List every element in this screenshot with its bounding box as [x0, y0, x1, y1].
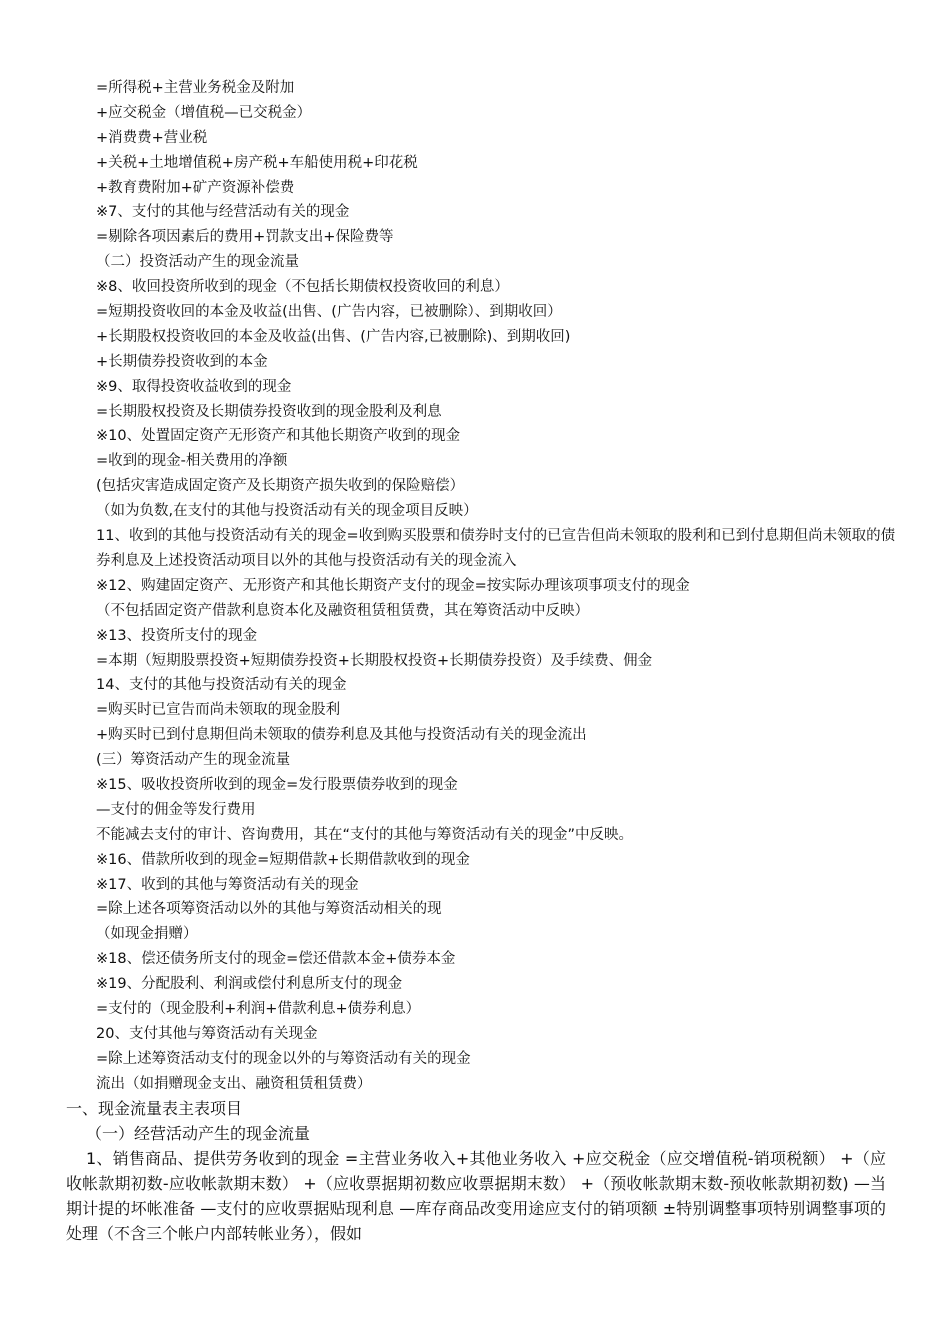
text-line: ※16、借款所收到的现金=短期借款+长期借款收到的现金: [96, 851, 470, 868]
section-heading: (三）筹资活动产生的现金流量: [96, 752, 291, 769]
text-line: (包括灾害造成固定资产及长期资产损失收到的保险赔偿）: [96, 478, 465, 495]
text-line: =购买时已宣告而尚未领取的现金股利: [96, 702, 341, 719]
text-line: 流出（如捐赠现金支出、融资租赁租赁费）: [96, 1075, 372, 1092]
text-line: ※7、支付的其他与经营活动有关的现金: [96, 204, 350, 221]
text-line: （如现金捐赠）: [96, 926, 198, 943]
body-paragraph: 1、销售商品、提供劳务收到的现金 =主营业务收入+其他业务收入 +应交税金（应交增值税-销项税额） +（应收帐款期初数-应收帐款期末数） +（应收票据期初数应收票据期末数） +（预收帐款期末数-预收帐款期初数) —当期计提的坏帐准备 —支付的应收票据贴现利息 —库存商品改变用途应支付的销项额 ±特别调整事项特别调整事项的处理（不含三个帐户内部转帐业务），假如: [66, 1149, 886, 1243]
text-line: =短期投资收回的本金及收益(出售、(广告内容，已被删除）、到期收回）: [96, 304, 562, 321]
text-line: （如为负数,在支付的其他与投资活动有关的现金项目反映）: [96, 503, 478, 520]
text-line: 11、收到的其他与投资活动有关的现金=收到购买股票和债券时支付的已宣告但尚未领取的股利和已到付息期但尚未领取的债券利息及上述投资活动项目以外的其他与投资活动有关的现金流入: [96, 528, 896, 569]
chapter-heading: 一、现金流量表主表项目: [66, 1099, 243, 1118]
text-line: =支付的（现金股利+利润+借款利息+债券利息）: [96, 1000, 421, 1017]
text-line: ※18、偿还债务所支付的现金=偿还借款本金+债券本金: [96, 951, 456, 968]
text-line: =所得税+主营业务税金及附加: [96, 80, 295, 96]
text-line: +购买时已到付息期但尚未领取的债券利息及其他与投资活动有关的现金流出: [96, 727, 587, 744]
text-line: ※9、取得投资收益收到的现金: [96, 378, 292, 395]
text-line: +长期股权投资收回的本金及收益(出售、(广告内容,已被删除)、到期收回): [96, 328, 571, 345]
text-line: —支付的佣金等发行费用: [96, 801, 256, 818]
section-heading: （二）投资活动产生的现金流量: [96, 254, 299, 271]
text-line: =本期（短期股票投资+短期债券投资+长期股权投资+长期债券投资）及手续费、佣金: [96, 652, 653, 669]
text-line: ※12、购建固定资产、无形资产和其他长期资产支付的现金=按实际办理该项事项支付的现金: [96, 577, 690, 594]
text-line: ※19、分配股利、利润或偿付利息所支付的现金: [96, 976, 403, 993]
text-line: ※8、收回投资所收到的现金（不包括长期债权投资收回的利息）: [96, 279, 509, 296]
text-line: ※10、处置固定资产无形资产和其他长期资产收到的现金: [96, 428, 461, 445]
text-line: ※13、投资所支付的现金: [96, 627, 258, 644]
text-line: +教育费附加+矿产资源补偿费: [96, 179, 295, 196]
text-line: ※15、吸收投资所收到的现金=发行股票债券收到的现金: [96, 776, 458, 793]
text-line: =长期股权投资及长期债券投资收到的现金股利及利息: [96, 403, 442, 420]
text-line: ※17、收到的其他与筹资活动有关的现金: [96, 876, 359, 893]
text-line: =剔除各项因素后的费用+罚款支出+保险费等: [96, 229, 394, 246]
main-section: [66, 1096, 886, 1246]
text-line: 14、支付的其他与投资活动有关的现金: [96, 677, 347, 694]
text-line: +消费费+营业税: [96, 129, 208, 146]
text-line: +关税+土地增值税+房产税+车船使用税+印花税: [96, 154, 418, 171]
text-line: =除上述各项筹资活动以外的其他与筹资活动相关的现: [96, 901, 442, 918]
text-line: +应交税金（增值税—已交税金）: [96, 104, 312, 121]
text-line: （不包括固定资产借款利息资本化及融资租赁租赁费，其在筹资活动中反映）: [96, 602, 589, 619]
text-line: =收到的现金-相关费用的净额: [96, 453, 288, 470]
subsection-heading: （一）经营活动产生的现金流量: [86, 1124, 311, 1143]
formula-list: [96, 76, 896, 1097]
text-line: 不能减去支付的审计、咨询费用，其在“支付的其他与筹资活动有关的现金”中反映。: [96, 826, 634, 843]
text-line: 20、支付其他与筹资活动有关现金: [96, 1025, 318, 1042]
text-line: =除上述筹资活动支付的现金以外的与筹资活动有关的现金: [96, 1050, 471, 1067]
text-line: +长期债券投资收到的本金: [96, 353, 268, 370]
